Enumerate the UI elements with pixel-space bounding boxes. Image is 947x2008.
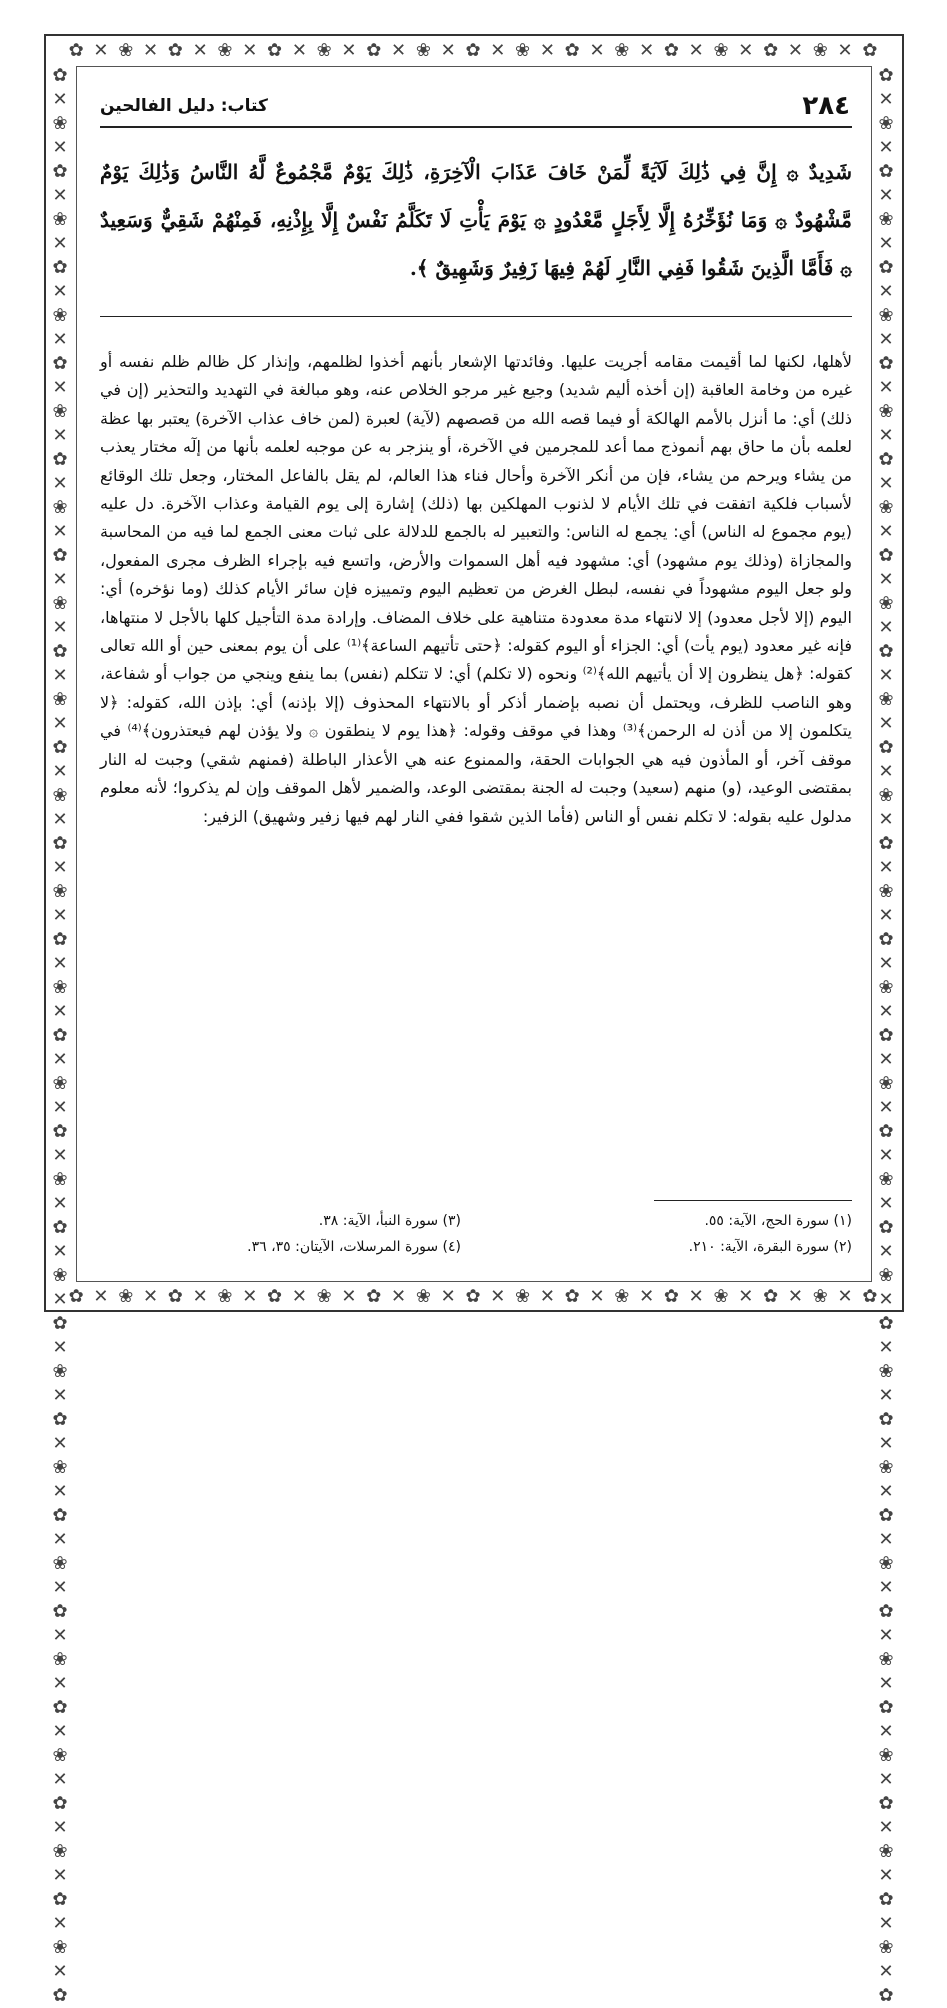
verses-divider (100, 316, 852, 317)
footnote-divider (654, 1200, 852, 1201)
header-divider (100, 126, 852, 128)
right-ornament-border: ✿ ✕ ❀ ✕ ✿ ✕ ❀ ✕ ✿ ✕ ❀ ✕ ✿ ✕ ❀ ✕ ✿ ✕ ❀ ✕ ✿ ✕ ❀ ✕ ✿ ✕ ❀ ✕ ✿ ✕ ❀ ✕ ✿ ✕ ❀ ✕ ✿ ✕ ❀ ✕ ✿ ✕ ❀ ✕ ✿ ✕ ❀ ✕ ✿ ✕ ❀ ✕ ✿ ✕ ❀ ✕ ✿ ✕ ❀ ✕ ✿ ✕ ❀ ✕ ✿ ✕ ❀ ✕ ✿ ✕ ❀ ✕ ✿ ✕ ❀ ✕ ✿ ✕ ❀ ✕ ✿ (878, 65, 896, 2006)
footnote-4: (٤) سورة المرسلات، الآيتان: ٣٥، ٣٦. (247, 1239, 461, 1255)
commentary-text (100, 348, 852, 831)
bottom-ornament-border: ✿ ✕ ❀ ✕ ✿ ✕ ❀ ✕ ✿ ✕ ❀ ✕ ✿ ✕ ❀ ✕ ✿ ✕ ❀ ✕ ✿ ✕ ❀ ✕ ✿ ✕ ❀ ✕ ✿ ✕ ❀ ✕ ✿ (68, 1286, 880, 1307)
page-number: ٢٨٤ (802, 91, 850, 121)
book-title: كتاب: دليل الفالحين (100, 96, 268, 116)
footnotes (100, 1208, 852, 1260)
top-ornament-border: ✿ ✕ ❀ ✕ ✿ ✕ ❀ ✕ ✿ ✕ ❀ ✕ ✿ ✕ ❀ ✕ ✿ ✕ ❀ ✕ ✿ ✕ ❀ ✕ ✿ ✕ ❀ ✕ ✿ ✕ ❀ ✕ ✿ (68, 40, 880, 61)
footnote-1: (١) سورة الحج، الآية: ٥٥. (704, 1213, 852, 1229)
quran-verses: شَدِيدٌ ۞ إِنَّ فِي ذَٰلِكَ لَآيَةً لِّمَنْ خَافَ عَذَابَ الْآخِرَةِ، ذَٰلِكَ يَوْمٌ مَّجْمُوعٌ لَّهُ النَّاسُ وَذَٰلِكَ يَوْمٌ مَّشْهُودٌ ۞ وَمَا نُؤَخِّرُهُ إِلَّا لِأَجَلٍ مَّعْدُودٍ ۞ يَوْمَ يَأْتِ لَا تَكَلَّمُ نَفْسٌ إِلَّا بِإِذْنِهِ، فَمِنْهُمْ شَقِيٌّ وَسَعِيدٌ ۞ فَأَمَّا الَّذِينَ شَقُوا فَفِي النَّارِ لَهُمْ فِيهَا زَفِيرٌ وَشَهِيقٌ ﴾. (100, 160, 852, 280)
footnote-3: (٣) سورة النبأ، الآية: ٣٨. (318, 1213, 461, 1229)
commentary-paragraph: لأهلها، لكنها لما أقيمت مقامه أجريت عليها. وفائدتها الإشعار بأنهم أخذوا لظلمهم، وإنذار كل ظالم ظلم نفسه أو غيره من وخامة العاقبة (إن أخذه أليم شديد) وجيع غير مرجو الخلاص عنه، وهو مبالغة في التهديد والتحذير (إن في ذلك) أي: ما أنزل بالأمم الهالكة أو فيما قصه الله من قصصهم (لآية) لعبرة (لمن خاف عذاب الآخرة) يعتبر بها عظة لعلمه بأن ما حاق بهم أنموذج مما أعد للمجرمين في الآخرة، أو ينزجر به عن موجبه لعلمه بأنها من إلٓه مختار يعذب من يشاء ويرحم من يشاء، فإن من أنكر الآخرة وأحال فناء هذا العالم، لم يقل بالفاعل المختار، وجعل تلك الوقائع لأسباب فلكية اتفقت في تلك الأيام لا لذنوب المهلكين بها (ذلك) إشارة إلى يوم القيامة وعذاب الآخرة. دل عليه (يوم مجموع له الناس) أي: يجمع له الناس: والتعبير له بالجمع للدلالة على ثبات معنى الجمع لما فيه من المحاسبة والمجازاة (وذلك يوم مشهود) أي: مشهود فيه أهل السموات والأرض، واتسع فيه بإجراء الظرف مجرى المفعول، ولو جعل اليوم مشهوداً في نفسه، لبطل الغرض من تعظيم اليوم وتمييزه فإن سائر الأيام كذلك (وما نؤخره) أي: اليوم (إلا لأجل معدود) إلا لانتهاء مدة معدودة متناهية على خلاف المضاف. وإرادة مدة التأجيل كلها بالأجل لا منتهاها، فإنه غير معدود (يوم يأت) أي: الجزاء أو اليوم كقوله: ﴿حتى تأتيهم الساعة﴾⁽¹⁾ على أن يوم بمعنى حين أو الله تعالى كقوله: ﴿هل ينظرون إلا أن يأتيهم الله﴾⁽²⁾ ونحوه (لا تكلم) أي: لا تتكلم (نفس) بما ينفع وينجي من جواب أو شفاعة، وهو الناصب للظرف، ويحتمل أن نصبه بإضمار أذكر أو بالانتهاء المحذوف (إلا بإذنه) أي: بإذن الله، كقوله: ﴿لا يتكلمون إلا من أذن له الرحمن﴾⁽³⁾ وهذا في موقف وقوله: ﴿هذا يوم لا ينطقون ۞ ولا يؤذن لهم فيعتذرون﴾⁽⁴⁾ في موقف آخر، أو المأذون فيه هي الجوابات الحقة، والممنوع عنه هي الأعذار الباطلة (فمنهم شقي) وجبت له النار بمقتضى الوعيد، (و) منهم (سعيد) وجبت له الجنة بمقتضى الوعد، والضمير لأهل الموقف وإن لم يذكروا؛ لأنه معلوم مدلول عليه بقوله: لا تكلم نفس أو الناس (فأما الذين شقوا ففي النار لهم فيها زفير وشهيق) الزفير: (100, 352, 853, 826)
left-ornament-border: ✿ ✕ ❀ ✕ ✿ ✕ ❀ ✕ ✿ ✕ ❀ ✕ ✿ ✕ ❀ ✕ ✿ ✕ ❀ ✕ ✿ ✕ ❀ ✕ ✿ ✕ ❀ ✕ ✿ ✕ ❀ ✕ ✿ ✕ ❀ ✕ ✿ ✕ ❀ ✕ ✿ ✕ ❀ ✕ ✿ ✕ ❀ ✕ ✿ ✕ ❀ ✕ ✿ ✕ ❀ ✕ ✿ ✕ ❀ ✕ ✿ ✕ ❀ ✕ ✿ ✕ ❀ ✕ ✿ ✕ ❀ ✕ ✿ ✕ ❀ ✕ ✿ ✕ ❀ ✕ ✿ (52, 65, 70, 2006)
footnote-2: (٢) سورة البقرة، الآية: ٢١٠. (688, 1239, 852, 1255)
page-header (100, 88, 850, 124)
